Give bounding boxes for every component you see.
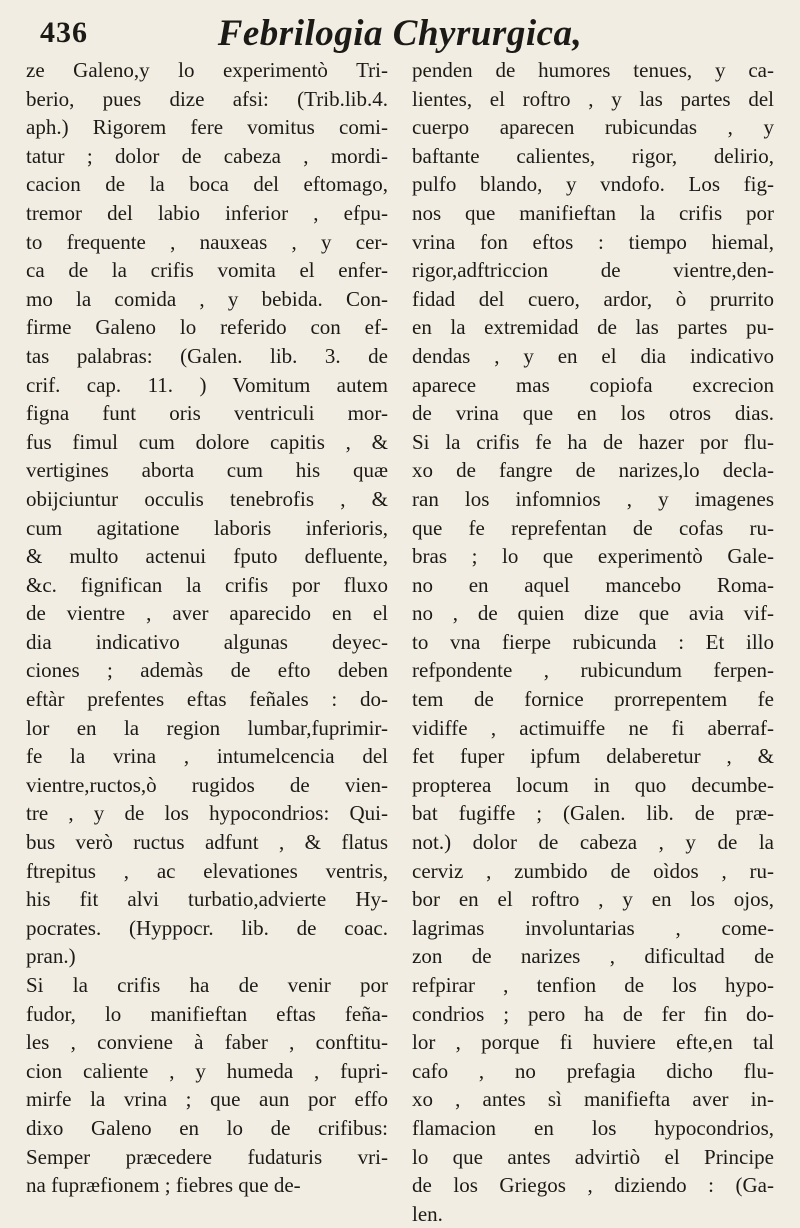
text-line: to frequente , nauxeas , y cer- [26, 229, 388, 254]
text-line: to vna fierpe rubicunda : Et illo [412, 629, 774, 654]
text-line: penden de humores tenues, y ca- [412, 58, 774, 82]
text-line: cerviz , zumbido de oìdos , ru- [412, 858, 774, 883]
text-line: fe la vrina , intumelcencia del [26, 744, 388, 769]
text-line: rigor,adftriccion de vientre,den- [412, 258, 774, 283]
text-line: flamacion en los hypocondrios, [412, 1115, 774, 1140]
text-line: baftante calientes, rigor, delirio, [412, 143, 774, 168]
left-column [26, 56, 388, 1228]
text-line: vientre,ructos,ò rugidos de vien- [26, 772, 388, 797]
text-line: lagrimas involuntarias , come- [412, 915, 774, 940]
text-line: not.) dolor de cabeza , y de la [412, 830, 774, 855]
text-line: tem de fornice prorrepentem fe [412, 687, 774, 712]
text-line: lientes, el roftro , y las partes del [412, 86, 774, 111]
text-line: his fit alvi turbatio,advierte Hy- [26, 887, 388, 912]
text-line: obijciuntur occulis tenebrofis , & [26, 486, 388, 511]
text-line: figna funt oris ventriculi mor- [26, 401, 388, 426]
text-line: ran los infomnios , y imagenes [412, 486, 774, 511]
text-line: fudor, lo manifieftan eftas feña- [26, 1001, 388, 1026]
text-line: propterea locum in quo decumbe- [412, 772, 774, 797]
text-line: ca de la crifis vomita el enfer- [26, 258, 388, 283]
text-line: lor en la region lumbar,fuprimir- [26, 715, 388, 740]
text-line: tas palabras: (Galen. lib. 3. de [26, 343, 388, 368]
text-line: cion caliente , y humeda , fupri- [26, 1058, 388, 1083]
text-line: aph.) Rigorem fere vomitus comi- [26, 115, 388, 140]
text-line: no , de quien dize que avia vif- [412, 601, 774, 626]
text-line: Si la crifis ha de venir por [26, 973, 388, 997]
text-line: pulfo blando, y vndofo. Los fig- [412, 172, 774, 197]
text-line: Semper præcedere fudaturis vri- [26, 1144, 388, 1169]
text-line: fet fuper ipfum delaberetur , & [412, 744, 774, 769]
text-line: les , conviene à faber , conftitu- [26, 1030, 388, 1055]
text-line: firme Galeno lo referido con ef- [26, 315, 388, 340]
text-line: nos que manifieftan la crifis por [412, 200, 774, 225]
text-line: xo , antes sì manifiefta aver in- [412, 1087, 774, 1112]
text-line: len. [412, 1201, 443, 1226]
text-line: refpirar , tenfion de los hypo- [412, 973, 774, 997]
text-line: de los Griegos , diziendo : (Ga- [412, 1173, 774, 1198]
text-line: condrios ; pero ha de fer fin do- [412, 1001, 774, 1026]
text-line: &c. fignifican la crifis por fluxo [26, 572, 388, 597]
text-line: ciones ; ademàs de efto deben [26, 658, 388, 683]
text-line: cacion de la boca del eftomago, [26, 172, 388, 197]
text-line: bor en el roftro , y en los ojos, [412, 887, 774, 912]
right-column [412, 56, 774, 1228]
text-line: tremor del labio inferior , efpu- [26, 200, 388, 225]
page-header [26, 12, 774, 54]
text-line: de vientre , aver aparecido en el [26, 601, 388, 626]
text-line: aparece mas copiofa excrecion [412, 372, 774, 397]
text-line: Si la crifis fe ha de hazer por flu- [412, 429, 774, 454]
text-line: ze Galeno,y lo experimentò Tri- [26, 58, 388, 82]
text-line: bat fugiffe ; (Galen. lib. de præ- [412, 801, 774, 826]
text-line: & multo actenui fputo defluente, [26, 544, 388, 569]
text-line: cafo , no prefagia dicho flu- [412, 1058, 774, 1083]
text-line: vidiffe , actimuiffe ne fi aberraf- [412, 715, 774, 740]
text-line: crif. cap. 11. ) Vomitum autem [26, 372, 388, 397]
text-line: dendas , y en el dia indicativo [412, 343, 774, 368]
text-line: eftàr prefentes eftas feñales : do- [26, 687, 388, 712]
text-line: na fupræfionem ; fiebres que de- [26, 1173, 301, 1198]
text-line: lo que antes advirtiò el Principe [412, 1144, 774, 1169]
text-line: cuerpo aparecen rubicundas , y [412, 115, 774, 140]
page-number: 436 [40, 16, 88, 49]
text-line: xo de fangre de narizes,lo decla- [412, 458, 774, 483]
text-line: ftrepitus , ac elevationes ventris, [26, 858, 388, 883]
text-line: en la extremidad de las partes pu- [412, 315, 774, 340]
text-line: dia indicativo algunas deyec- [26, 629, 388, 654]
text-line: berio, pues dize afsi: (Trib.lib.4. [26, 86, 388, 111]
text-line: pocrates. (Hyppocr. lib. de coac. [26, 915, 388, 940]
text-line: fus fimul cum dolore capitis , & [26, 429, 388, 454]
text-line: que fe reprefentan de cofas ru- [412, 515, 774, 540]
text-line: refpondente , rubicundum ferpen- [412, 658, 774, 683]
text-line: bus verò ructus adfunt , & flatus [26, 830, 388, 855]
text-line: mirfe la vrina ; que aun por effo [26, 1087, 388, 1112]
text-line: bras ; lo que experimentò Gale- [412, 544, 774, 569]
text-line: vrina fon eftos : tiempo hiemal, [412, 229, 774, 254]
text-line: cum agitatione laboris inferioris, [26, 515, 388, 540]
text-line: tatur ; dolor de cabeza , mordi- [26, 143, 388, 168]
text-columns [26, 56, 774, 1228]
text-line: no en aquel mancebo Roma- [412, 572, 774, 597]
text-line: fidad del cuero, ardor, ò prurrito [412, 286, 774, 311]
running-head: Febrilogia Chyrurgica, [217, 13, 583, 54]
text-line: mo la comida , y bebida. Con- [26, 286, 388, 311]
text-line: zon de narizes , dificultad de [412, 944, 774, 969]
text-line: de vrina que en los otros dias. [412, 401, 774, 426]
text-line: lor , porque fi huviere efte,en tal [412, 1030, 774, 1055]
text-line: pran.) [26, 944, 76, 969]
text-line: tre , y de los hypocondrios: Qui- [26, 801, 388, 826]
text-line: dixo Galeno en lo de crifibus: [26, 1115, 388, 1140]
text-line: vertigines aborta cum his quæ [26, 458, 388, 483]
